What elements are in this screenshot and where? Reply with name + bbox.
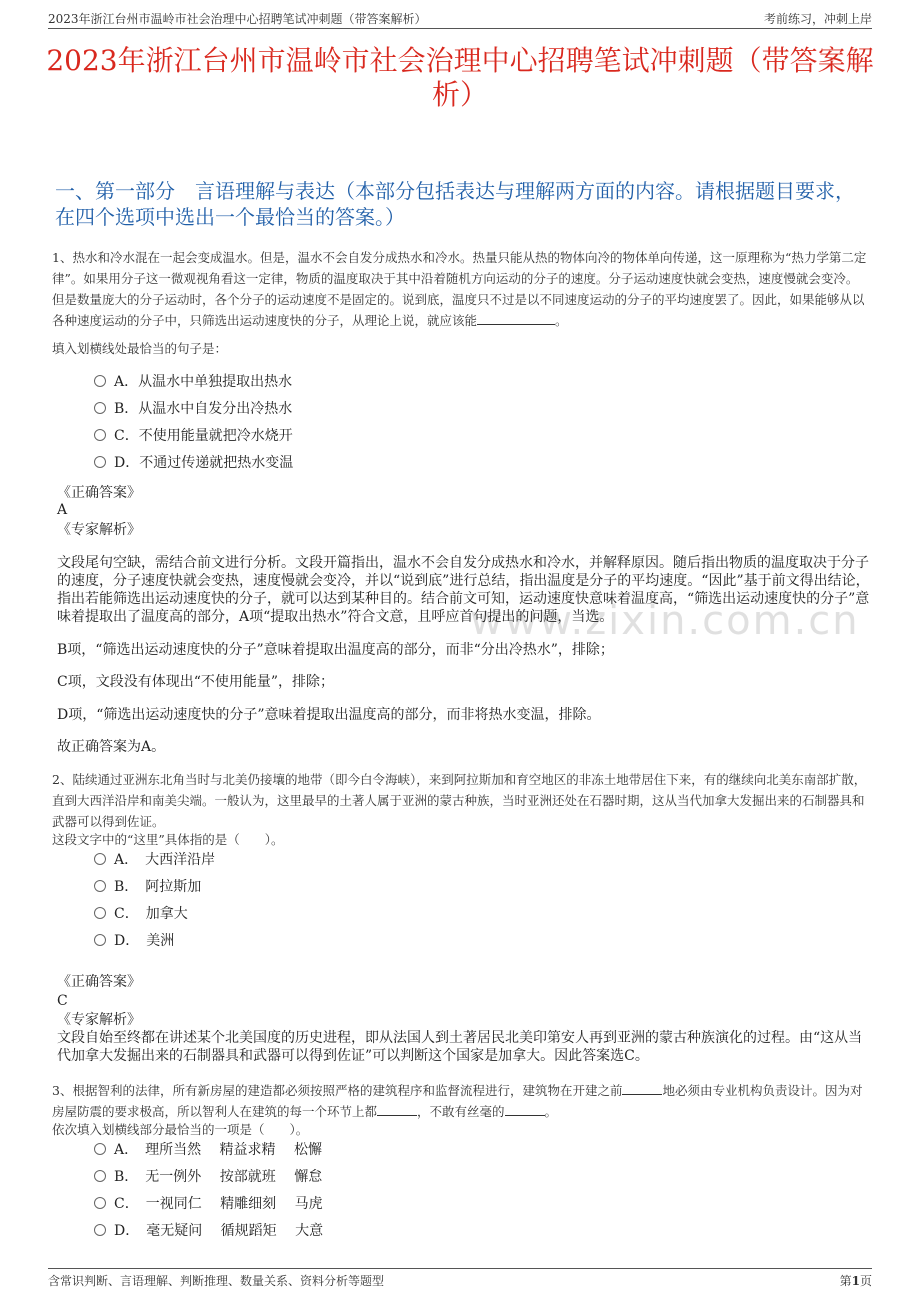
q3-blank-1 xyxy=(622,1082,662,1095)
q2-answer: C xyxy=(57,993,68,1009)
q1-analysis-b: B项，“筛选出运动速度快的分子”意味着提取出温度高的部分，而非“分出冷热水”，排除； xyxy=(57,642,614,658)
q3-blank-2 xyxy=(377,1103,417,1116)
q1-analysis-label: 《专家解析》 xyxy=(57,522,141,538)
radio-icon[interactable] xyxy=(94,402,106,414)
q1-option-b[interactable]: B．从温水中自发分出冷热水 xyxy=(94,399,292,419)
q1-analysis-conclusion: 故正确答案为A。 xyxy=(57,739,166,755)
q3-prompt: 依次填入划横线部分最恰当的一项是（ ）。 xyxy=(52,1122,309,1137)
q3-stem: 3、根据智利的法律，所有新房屋的建造都必须按照严格的建筑程序和监督流程进行，建筑物在开建之前 地必须由专业机构负责设计。因为对房屋防震的要求极高，所以智利人在建筑的每一个环节上都 ，不敢有丝毫的 。 xyxy=(52,1083,863,1119)
q2-option-a[interactable]: A． 大西洋沿岸 xyxy=(94,850,215,870)
page-number: 第1页 xyxy=(839,1274,872,1288)
footer-description: 含常识判断、言语理解、判断推理、数量关系、资料分析等题型 xyxy=(48,1274,385,1288)
q1-analysis-c: C项，文段没有体现出“不使用能量”，排除； xyxy=(57,674,335,690)
q1-option-a[interactable]: A．从温水中单独提取出热水 xyxy=(94,372,292,392)
section-heading: 一、第一部分 言语理解与表达（本部分包括表达与理解两方面的内容。请根据题目要求，在四个选项中选出一个最恰当的答案。） xyxy=(55,179,855,229)
radio-icon[interactable] xyxy=(94,375,106,387)
radio-icon[interactable] xyxy=(94,853,106,865)
q3-option-c[interactable]: C． 一视同仁 精雕细刻 马虎 xyxy=(94,1194,323,1214)
q1-analysis-d: D项，“筛选出运动速度快的分子”意味着提取出温度高的部分，而非将热水变温，排除。 xyxy=(57,707,601,723)
q1-stem: 1、热水和冷水混在一起会变成温水。但是，温水不会自发分成热水和冷水。热量只能从热的物体向冷的物体单向传递，这一原理称为“热力学第二定律”。如果用分子这一微观视角看这一定律，物质的温度取决于其中沿着随机方向运动的分子的速度。分子运动速度快就会变热，速度慢就会变冷。但是数量庞大的分子运动时，各个分子的运动速度不是固定的。说到底，温度只不过是以不同速度运动的分子的平均速度罢了。因此，如果能够从以各种速度运动的分子中，只筛选出运动速度快的分子，从理论上说，就应该能 。 xyxy=(52,250,867,328)
radio-icon[interactable] xyxy=(94,456,106,468)
q1-answer: A xyxy=(57,502,68,518)
q2-answer-label: 《正确答案》 xyxy=(57,974,141,990)
radio-icon[interactable] xyxy=(94,1197,106,1209)
page-header xyxy=(48,8,872,29)
radio-icon[interactable] xyxy=(94,1170,106,1182)
q1-blank xyxy=(477,312,555,325)
q1-answer-label: 《正确答案》 xyxy=(57,485,141,501)
q2-option-c[interactable]: C． 加拿大 xyxy=(94,904,188,924)
radio-icon[interactable] xyxy=(94,907,106,919)
q1-option-c[interactable]: C．不使用能量就把冷水烧开 xyxy=(94,426,293,446)
header-doc-title: 2023年浙江台州市温岭市社会治理中心招聘笔试冲刺题（带答案解析） xyxy=(48,12,427,26)
q1-prompt: 填入划横线处最恰当的句子是： xyxy=(52,341,228,356)
page-footer xyxy=(48,1268,872,1289)
radio-icon[interactable] xyxy=(94,1224,106,1236)
q1-analysis-main: 文段尾句空缺，需结合前文进行分析。文段开篇指出，温水不会自发分成热水和冷水，并解释原因。随后指出物质的温度取决于分子的速度，分子速度快就会变热，速度慢就会变冷，并以“说到底”进行总结，指出温度是分子的平均速度。“因此”基于前文得出结论，指出若能筛选出运动速度快的分子，就可以达到某种目的。结合前文可知，运动速度快意味着温度高，“筛选出运动速度快的分子”意味着提取出了温度高的部分，A项“提取出热水”符合文意，且呼应首句提出的问题，当选。 xyxy=(57,555,870,625)
q2-analysis: 文段自始至终都在讲述某个北美国度的历史进程，即从法国人到土著居民北美印第安人再到亚洲的蒙古种族演化的过程。由“这从当代加拿大发掘出来的石制器具和武器可以得到佐证”可以判断这个国家是加拿大。因此答案选C。 xyxy=(57,1030,863,1064)
document-title: 2023年浙江台州市温岭市社会治理中心招聘笔试冲刺题（带答案解析） xyxy=(46,44,874,111)
q2-option-d[interactable]: D． 美洲 xyxy=(94,931,174,951)
q3-blank-3 xyxy=(505,1103,545,1116)
q2-option-b[interactable]: B． 阿拉斯加 xyxy=(94,877,201,897)
radio-icon[interactable] xyxy=(94,934,106,946)
q2-stem: 2、陆续通过亚洲东北角当时与北美仍接壤的地带（即今白令海峡），来到阿拉斯加和育空地区的非冻土地带居住下来，有的继续向北美东南部扩散，直到大西洋沿岸和南美尖端。一般认为，这里最早的土著人属于亚洲的蒙古种族，当时亚洲还处在石器时期，这从当代加拿大发掘出来的石制器具和武器可以得到佐证。 xyxy=(52,772,867,829)
q3-option-d[interactable]: D． 毫无疑问 循规蹈矩 大意 xyxy=(94,1221,323,1241)
q3-option-a[interactable]: A． 理所当然 精益求精 松懈 xyxy=(94,1140,322,1160)
q1-option-d[interactable]: D．不通过传递就把热水变温 xyxy=(94,453,293,473)
q2-prompt: 这段文字中的“这里”具体指的是（ ）。 xyxy=(52,832,284,847)
radio-icon[interactable] xyxy=(94,429,106,441)
watermark: www.zixin.com.cn xyxy=(470,598,860,644)
q3-option-b[interactable]: B． 无一例外 按部就班 懈怠 xyxy=(94,1167,322,1187)
radio-icon[interactable] xyxy=(94,1143,106,1155)
q2-analysis-label: 《专家解析》 xyxy=(57,1012,141,1028)
radio-icon[interactable] xyxy=(94,880,106,892)
header-slogan: 考前练习，冲刺上岸 xyxy=(763,12,872,26)
